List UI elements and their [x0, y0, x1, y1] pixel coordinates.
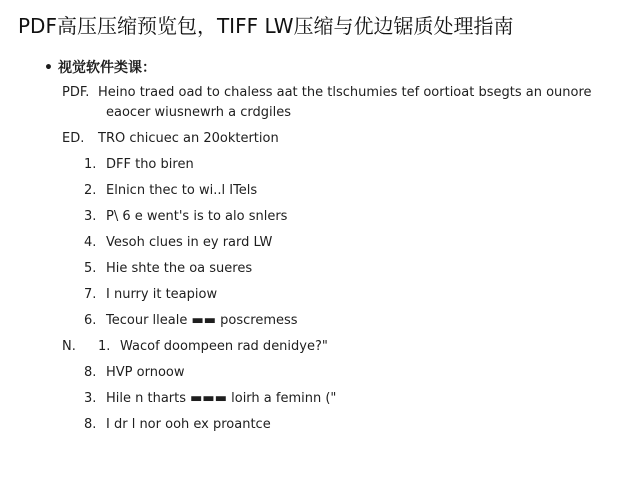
- list-item: [84, 234, 272, 252]
- list-item: [84, 182, 257, 200]
- list-item: [84, 260, 252, 278]
- list-item: [84, 390, 336, 408]
- ed-label: ED.: [62, 131, 85, 146]
- list-item-text: Tecour lleale ▬▬ poscremess: [106, 313, 298, 328]
- list-item-text: Elnicn thec to wi..l ITels: [106, 183, 258, 198]
- list-item-number: 3.: [84, 209, 97, 224]
- list-item: [84, 312, 298, 330]
- section-heading: [44, 58, 156, 78]
- document-title: PDF高压压缩预览包，TIFF LW压缩与优边锯质处理指南: [18, 14, 514, 38]
- list-item-number: 3.: [84, 391, 97, 406]
- list-item: [84, 416, 271, 434]
- list-item: [84, 364, 185, 382]
- list-item-number: 7.: [84, 287, 97, 302]
- list-item-text: Vesoh clues in ey rard LW: [106, 235, 273, 250]
- list-item-number: 5.: [84, 261, 97, 276]
- list-item-text: Hie shte the oa sueres: [106, 261, 253, 276]
- list-item-text: Hile n tharts ▬▬▬ loirh a feminn (": [106, 391, 337, 406]
- list-item-text: HVP ornoow: [106, 365, 185, 380]
- n-label: N.: [62, 339, 76, 354]
- pdf-paragraph-line-2: eaocer wiusnewrh a crdgiles: [106, 105, 292, 120]
- pdf-label: PDF.: [62, 85, 90, 100]
- list-item-number: 1.: [98, 339, 111, 354]
- bullet-icon: •: [44, 60, 53, 76]
- list-item-text: I nurry it teapiow: [106, 287, 218, 302]
- n-line: [62, 338, 328, 356]
- list-item-text: I dr l nor ooh ex proantce: [106, 417, 271, 432]
- ed-line: [62, 130, 279, 148]
- list-item-number: 6.: [84, 313, 97, 328]
- list-item-number: 8.: [84, 417, 97, 432]
- ed-line-text: TRO chicuec an 20oktertion: [98, 131, 279, 146]
- pdf-paragraph-text-1: Heino traed oad to chaless aat the tlschumies tef oortioat bsegts an ounore: [98, 85, 592, 100]
- pdf-paragraph-line-1: [62, 84, 592, 102]
- list-item-number: 2.: [84, 183, 97, 198]
- list-item-number: 1.: [84, 157, 97, 172]
- list-item: [84, 286, 217, 304]
- list-item: [84, 156, 194, 174]
- list-item-number: 4.: [84, 235, 97, 250]
- list-item-text: P\ 6 e went's is to alo snlers: [106, 209, 288, 224]
- section-heading-text: 视觉软件类课：: [58, 60, 156, 76]
- list-item-text: DFF tho biren: [106, 157, 194, 172]
- list-item: [84, 208, 287, 226]
- list-item-number: 8.: [84, 365, 97, 380]
- n-line-text: Wacof doompeen rad denidye?": [120, 339, 328, 354]
